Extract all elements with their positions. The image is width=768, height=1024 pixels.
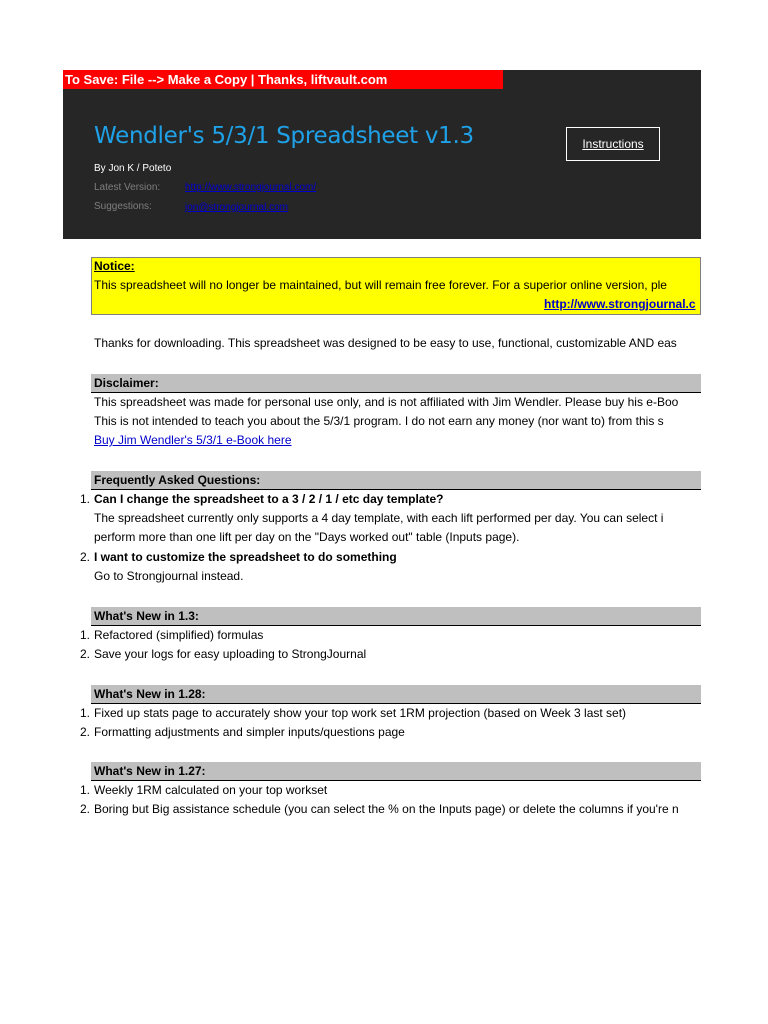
whats-new-heading: What's New in 1.3: xyxy=(91,607,701,626)
list-item: Refactored (simplified) formulas xyxy=(94,628,264,642)
page-title: Wendler's 5/3/1 Spreadsheet v1.3 xyxy=(94,123,474,149)
list-number: 1. xyxy=(80,706,91,720)
list-number: 1. xyxy=(80,628,91,642)
save-instructions-bar: To Save: File --> Make a Copy | Thanks, liftvault.com xyxy=(63,70,503,89)
faq-question: I want to customize the spreadsheet to do something xyxy=(94,550,397,564)
list-item: Save your logs for easy uploading to StrongJournal xyxy=(94,647,367,661)
notice-box xyxy=(91,257,701,315)
header-top-strip xyxy=(503,70,701,89)
faq-question: Can I change the spreadsheet to a 3 / 2 / 1 / etc day template? xyxy=(94,492,444,506)
whats-new-heading: What's New in 1.28: xyxy=(91,685,701,704)
list-number: 2. xyxy=(80,802,91,816)
latest-version-label: Latest Version: xyxy=(94,182,161,193)
buy-ebook-link[interactable]: Buy Jim Wendler's 5/3/1 e-Book here xyxy=(94,433,292,447)
list-number: 1. xyxy=(80,783,91,797)
notice-link[interactable]: http://www.strongjournal.c xyxy=(544,297,696,311)
notice-text: This spreadsheet will no longer be maintained, but will remain free forever. For a superior online version, ple xyxy=(94,278,667,292)
list-item: Weekly 1RM calculated on your top workset xyxy=(94,783,328,797)
header-banner xyxy=(63,89,701,239)
disclaimer-heading: Disclaimer: xyxy=(91,374,701,393)
disclaimer-line-1: This spreadsheet was made for personal use only, and is not affiliated with Jim Wendler. Please buy his e-Boo xyxy=(94,395,679,409)
disclaimer-line-2: This is not intended to teach you about the 5/3/1 program. I do not earn any money (nor want to) from this s xyxy=(94,414,664,428)
faq-number: 1. xyxy=(80,492,91,506)
list-item: Formatting adjustments and simpler inputs/questions page xyxy=(94,725,405,739)
suggestions-link[interactable]: jon@strongjournal.com xyxy=(185,202,288,213)
faq-answer: perform more than one lift per day on the "Days worked out" table (Inputs page). xyxy=(94,530,520,544)
list-item: Boring but Big assistance schedule (you can select the % on the Inputs page) or delete the columns if you're n xyxy=(94,802,679,816)
suggestions-label: Suggestions: xyxy=(94,201,152,212)
latest-version-link[interactable]: http://www.strongjournal.com/ xyxy=(185,182,317,193)
intro-text: Thanks for downloading. This spreadsheet was designed to be easy to use, functional, customizable AND eas xyxy=(94,336,677,350)
byline: By Jon K / Poteto xyxy=(94,163,172,174)
faq-answer: The spreadsheet currently only supports a 4 day template, with each lift performed per day. You can select i xyxy=(94,511,664,525)
faq-number: 2. xyxy=(80,550,91,564)
list-item: Fixed up stats page to accurately show your top work set 1RM projection (based on Week 3 last set) xyxy=(94,706,627,720)
faq-answer: Go to Strongjournal instead. xyxy=(94,569,244,583)
notice-heading: Notice: xyxy=(94,259,135,273)
whats-new-heading: What's New in 1.27: xyxy=(91,762,701,781)
faq-heading: Frequently Asked Questions: xyxy=(91,471,701,490)
instructions-button[interactable]: Instructions xyxy=(566,127,660,161)
list-number: 2. xyxy=(80,647,91,661)
list-number: 2. xyxy=(80,725,91,739)
